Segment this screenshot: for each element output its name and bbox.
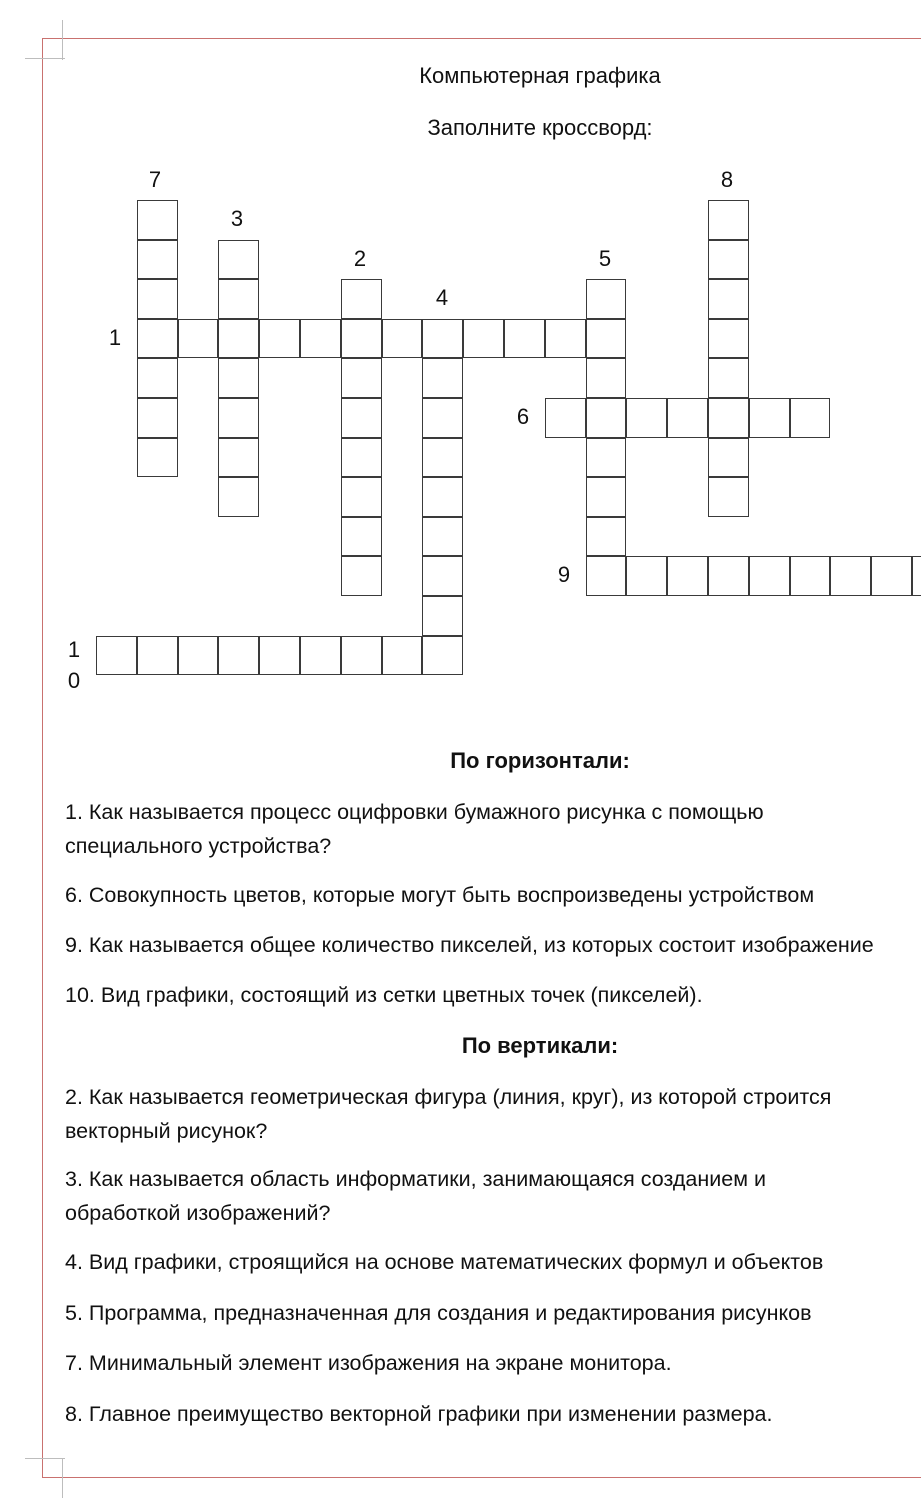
crossword-cell[interactable]: [341, 477, 382, 517]
crossword-cell[interactable]: [586, 358, 627, 398]
crossword-cell[interactable]: [341, 517, 382, 557]
crossword-cell[interactable]: [708, 438, 749, 478]
crossword-cell[interactable]: [218, 477, 259, 517]
clue-text: 1. Как называется процесс оцифровки бумажного рисунка с помощью специального устройства?: [65, 800, 764, 858]
clue-text: 7. Минимальный элемент изображения на экране монитора.: [65, 1351, 672, 1375]
crossword-cell[interactable]: [341, 279, 382, 319]
crossword-cell[interactable]: [586, 477, 627, 517]
clue-text: 6. Совокупность цветов, которые могут быть воспроизведены устройством: [65, 883, 815, 907]
crossword-cell[interactable]: [259, 636, 300, 676]
crossword-cell[interactable]: [586, 517, 627, 557]
clue-text: 4. Вид графики, строящийся на основе математических формул и объектов: [65, 1250, 824, 1274]
crossword-cell[interactable]: [708, 477, 749, 517]
crossword-cell[interactable]: [504, 319, 545, 359]
crossword-cell[interactable]: [790, 398, 831, 438]
crossword-cell[interactable]: [341, 398, 382, 438]
crossword-cell[interactable]: [626, 398, 667, 438]
crossword-cell[interactable]: [586, 319, 627, 359]
clue-number-label: 4: [435, 285, 449, 310]
crossword-cell[interactable]: [463, 319, 504, 359]
crossword-cell[interactable]: [422, 438, 463, 478]
clue-text: 9. Как называется общее количество пикселей, из которых состоит изображение: [65, 933, 874, 957]
crossword-cell[interactable]: [259, 319, 300, 359]
crossword-cell[interactable]: [708, 200, 749, 240]
crop-mark: [25, 1458, 65, 1459]
crossword-cell[interactable]: [586, 438, 627, 478]
crossword-cell[interactable]: [667, 398, 708, 438]
crossword-cell[interactable]: [708, 398, 749, 438]
crossword-cell[interactable]: [912, 556, 921, 596]
clue-text: 2. Как называется геометрическая фигура (линия, круг), из которой строится векторный рисунок?: [65, 1085, 832, 1143]
crossword-cell[interactable]: [790, 556, 831, 596]
crossword-cell[interactable]: [137, 438, 178, 478]
crossword-cell[interactable]: [586, 398, 627, 438]
crossword-cell[interactable]: [586, 279, 627, 319]
crossword-cell[interactable]: [218, 240, 259, 280]
crossword-cell[interactable]: [300, 319, 341, 359]
crossword-cell[interactable]: [178, 636, 219, 676]
crossword-cell[interactable]: [422, 358, 463, 398]
crossword-cell[interactable]: [871, 556, 912, 596]
crossword-cell[interactable]: [749, 398, 790, 438]
crossword-cell[interactable]: [96, 636, 137, 676]
crossword-cell[interactable]: [626, 556, 667, 596]
crossword-cell[interactable]: [137, 398, 178, 438]
crossword-cell[interactable]: [137, 358, 178, 398]
clue-number-label: 7: [148, 167, 162, 192]
clue-number-label: 3: [230, 206, 244, 231]
clue-number-label: 9: [557, 562, 571, 587]
crossword-cell[interactable]: [218, 279, 259, 319]
crossword-cell[interactable]: [218, 398, 259, 438]
crossword-cell[interactable]: [708, 319, 749, 359]
clue-number-label: 2: [353, 246, 367, 271]
crossword-cell[interactable]: [341, 319, 382, 359]
crop-mark: [62, 1458, 63, 1498]
crossword-cell[interactable]: [708, 358, 749, 398]
clue-number-label: 5: [598, 246, 612, 271]
crossword-cell[interactable]: [178, 319, 219, 359]
crossword-cell[interactable]: [708, 279, 749, 319]
crossword-cell[interactable]: [830, 556, 871, 596]
crossword-cell[interactable]: [749, 556, 790, 596]
across-heading: По горизонтали:: [450, 748, 630, 773]
clue-number-label: 0: [67, 668, 81, 693]
crossword-cell[interactable]: [422, 636, 463, 676]
crossword-cell[interactable]: [341, 438, 382, 478]
crossword-cell[interactable]: [667, 556, 708, 596]
crossword-cell[interactable]: [137, 279, 178, 319]
crossword-cell[interactable]: [422, 477, 463, 517]
crossword-cell[interactable]: [341, 556, 382, 596]
crossword-cell[interactable]: [422, 556, 463, 596]
crossword-cell[interactable]: [422, 517, 463, 557]
page-title: Компьютерная графика: [419, 63, 661, 88]
crossword-cell[interactable]: [708, 556, 749, 596]
clue-text: 5. Программа, предназначенная для создания и редактирования рисунков: [65, 1301, 812, 1325]
clue-text: 10. Вид графики, состоящий из сетки цветных точек (пикселей).: [65, 983, 703, 1007]
crossword-cell[interactable]: [382, 319, 423, 359]
crossword-cell[interactable]: [137, 319, 178, 359]
crossword-cell[interactable]: [545, 398, 586, 438]
crossword-cell[interactable]: [382, 636, 423, 676]
crossword-cell[interactable]: [300, 636, 341, 676]
crossword-cell[interactable]: [708, 240, 749, 280]
crossword-cell[interactable]: [218, 358, 259, 398]
crossword-cell[interactable]: [218, 319, 259, 359]
down-heading: По вертикали:: [461, 1033, 619, 1058]
crossword-cell[interactable]: [586, 556, 627, 596]
page-subtitle: Заполните кроссворд:: [427, 115, 653, 140]
crossword-cell[interactable]: [545, 319, 586, 359]
crossword-cell[interactable]: [218, 636, 259, 676]
clue-number-label: 1: [108, 325, 122, 350]
crossword-cell[interactable]: [218, 438, 259, 478]
clue-text: 8. Главное преимущество векторной графики при изменении размера.: [65, 1402, 773, 1426]
clue-number-label: 1: [67, 637, 81, 662]
crossword-cell[interactable]: [341, 636, 382, 676]
crossword-cell[interactable]: [137, 240, 178, 280]
crossword-cell[interactable]: [422, 319, 463, 359]
clue-number-label: 8: [720, 167, 734, 192]
crossword-cell[interactable]: [422, 398, 463, 438]
crossword-cell[interactable]: [422, 596, 463, 636]
crossword-cell[interactable]: [137, 636, 178, 676]
clue-text: 3. Как называется область информатики, занимающаяся созданием и обработкой изображений?: [65, 1167, 766, 1225]
crossword-cell[interactable]: [341, 358, 382, 398]
crossword-cell[interactable]: [137, 200, 178, 240]
clue-number-label: 6: [516, 404, 530, 429]
